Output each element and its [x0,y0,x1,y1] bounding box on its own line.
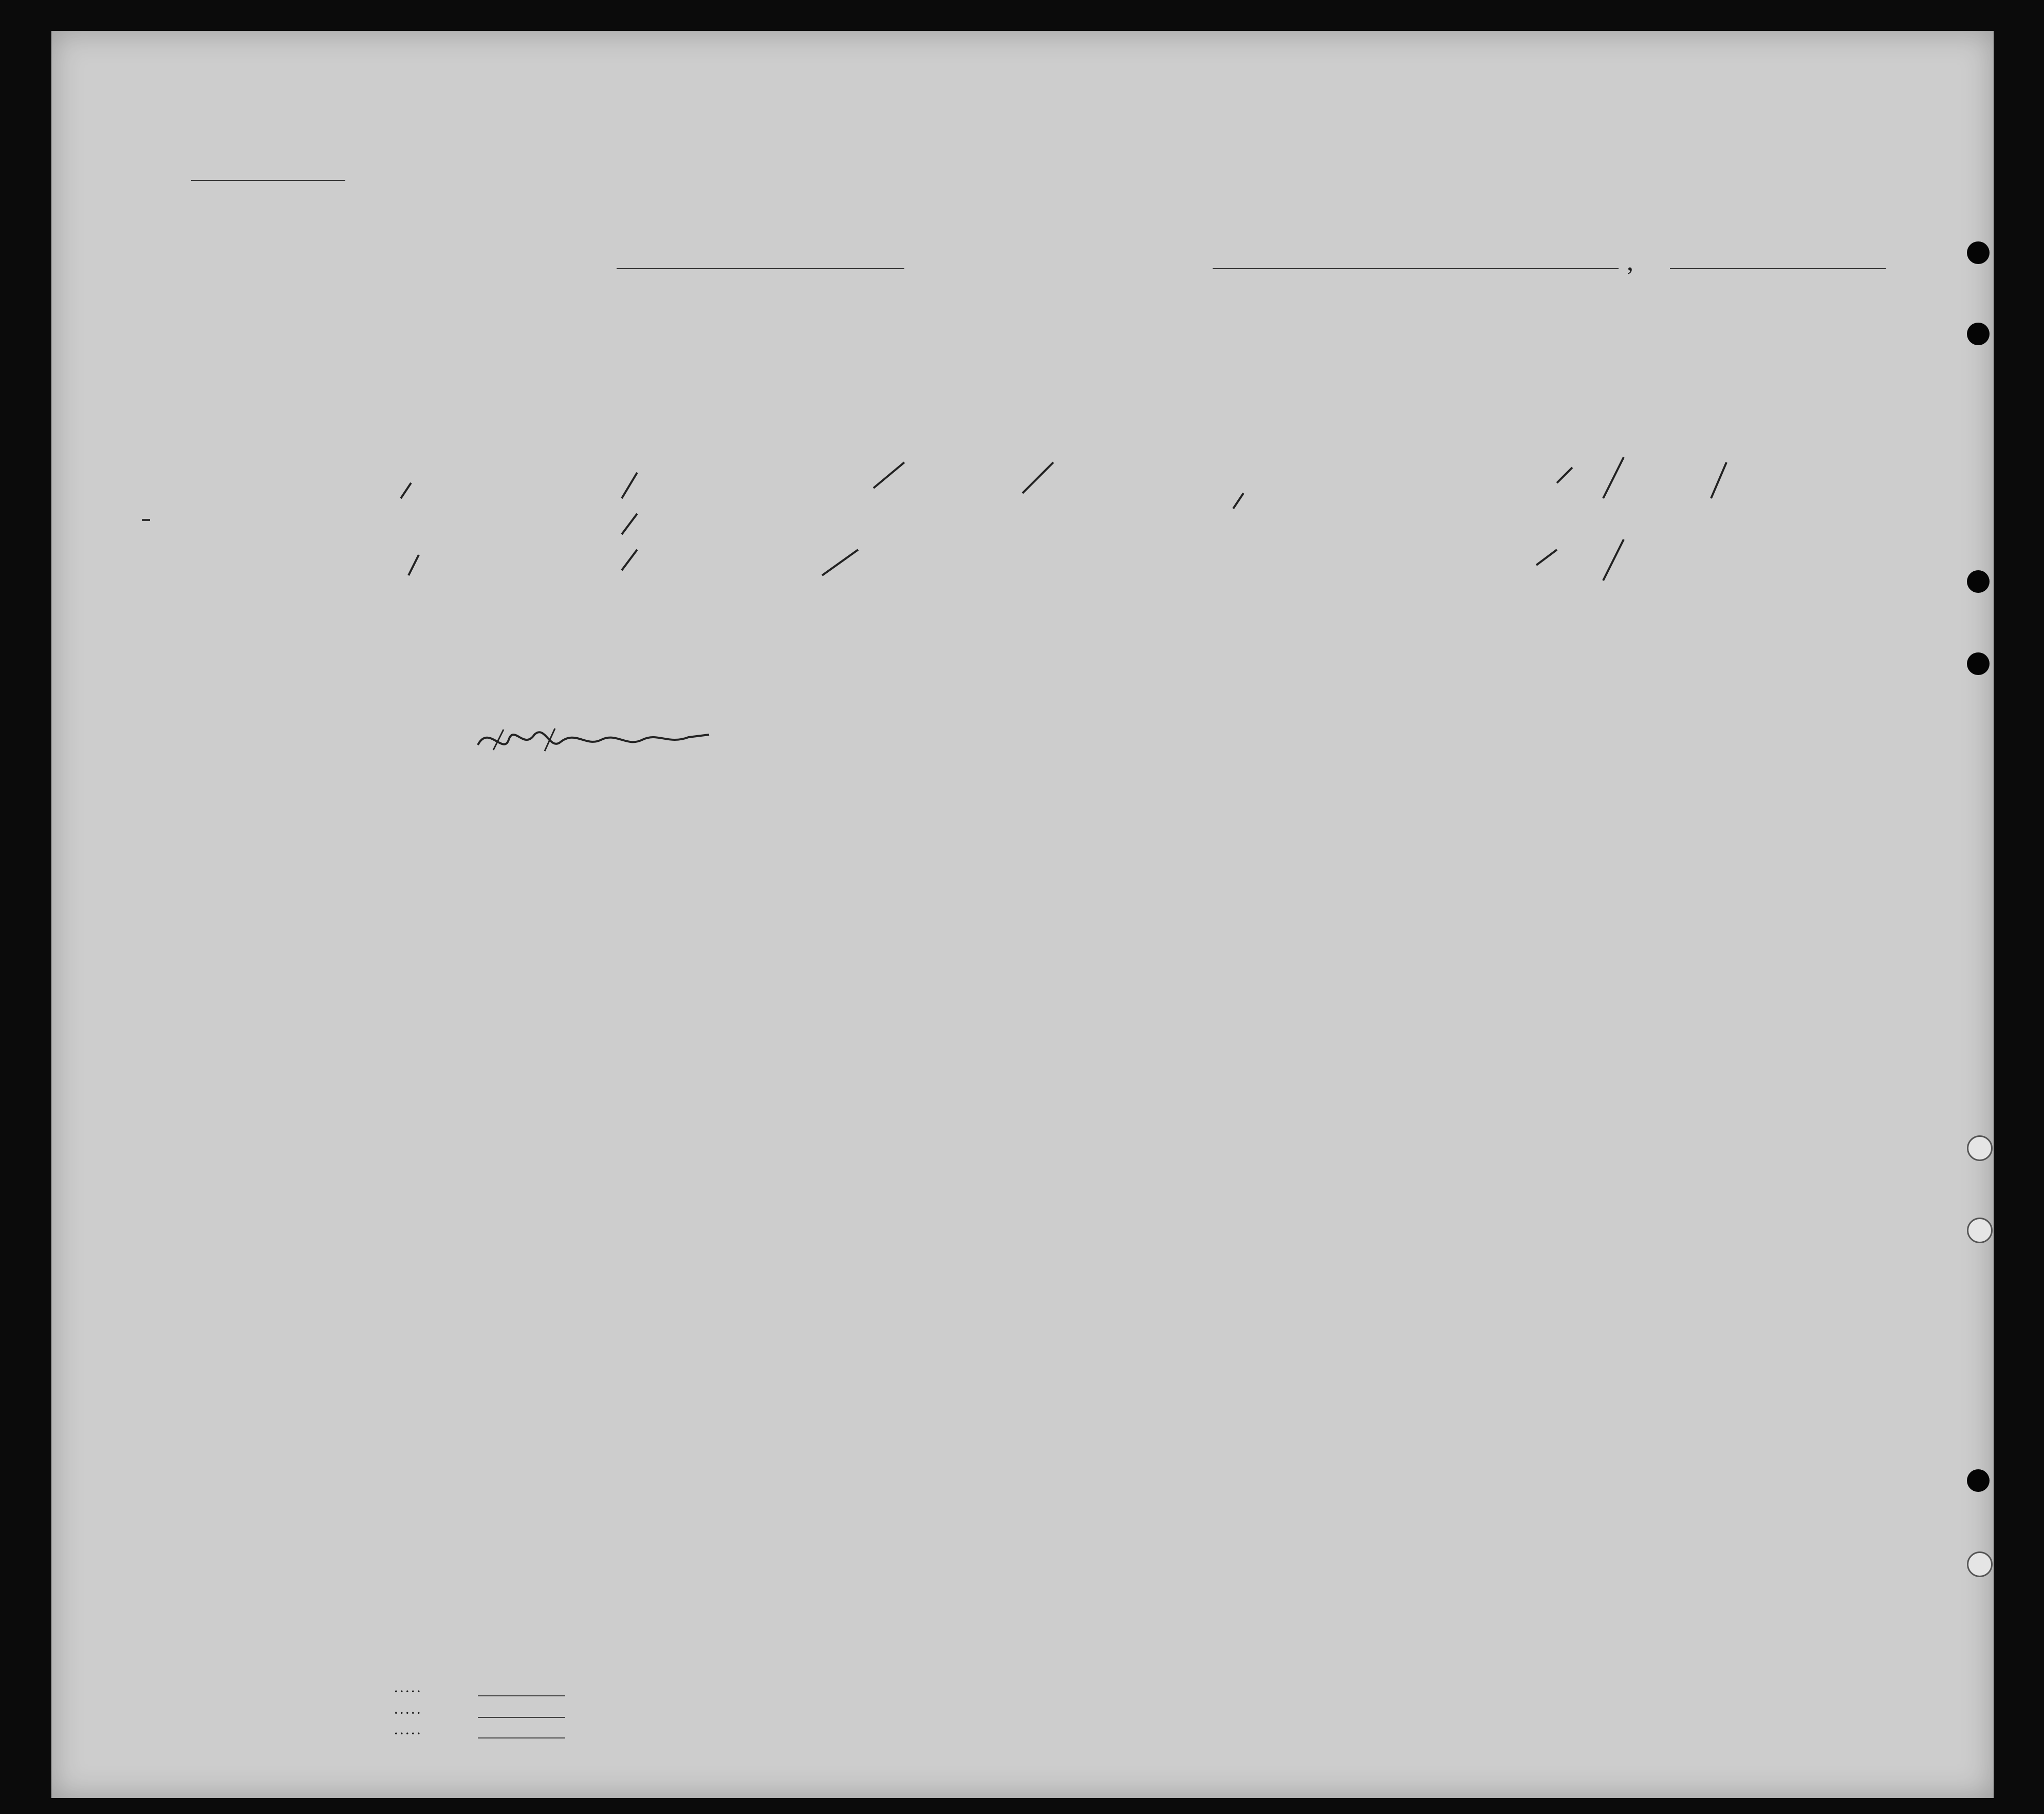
binder-hole [1967,1551,1993,1577]
binder-hole [1967,1135,1993,1161]
binder-hole [1967,1218,1993,1243]
binder-hole [1967,1469,1990,1492]
purser-signature [473,719,719,760]
binder-hole [1967,323,1990,345]
binder-hole [1967,652,1990,675]
totals-underline-1 [478,1695,565,1696]
aliens-dots: . . . . . [395,1724,420,1737]
us-citizens-dots: . . . . . [395,1704,420,1716]
port-comma: , [1627,247,1633,276]
totals-underline-2 [478,1717,565,1718]
total-passengers-dots: . . . . . [395,1682,420,1695]
manifest-sheet [51,31,1994,1798]
binder-hole [1967,241,1990,264]
binder-hole [1967,570,1990,593]
check-marks [51,31,1994,647]
totals-underline-3 [478,1737,565,1738]
